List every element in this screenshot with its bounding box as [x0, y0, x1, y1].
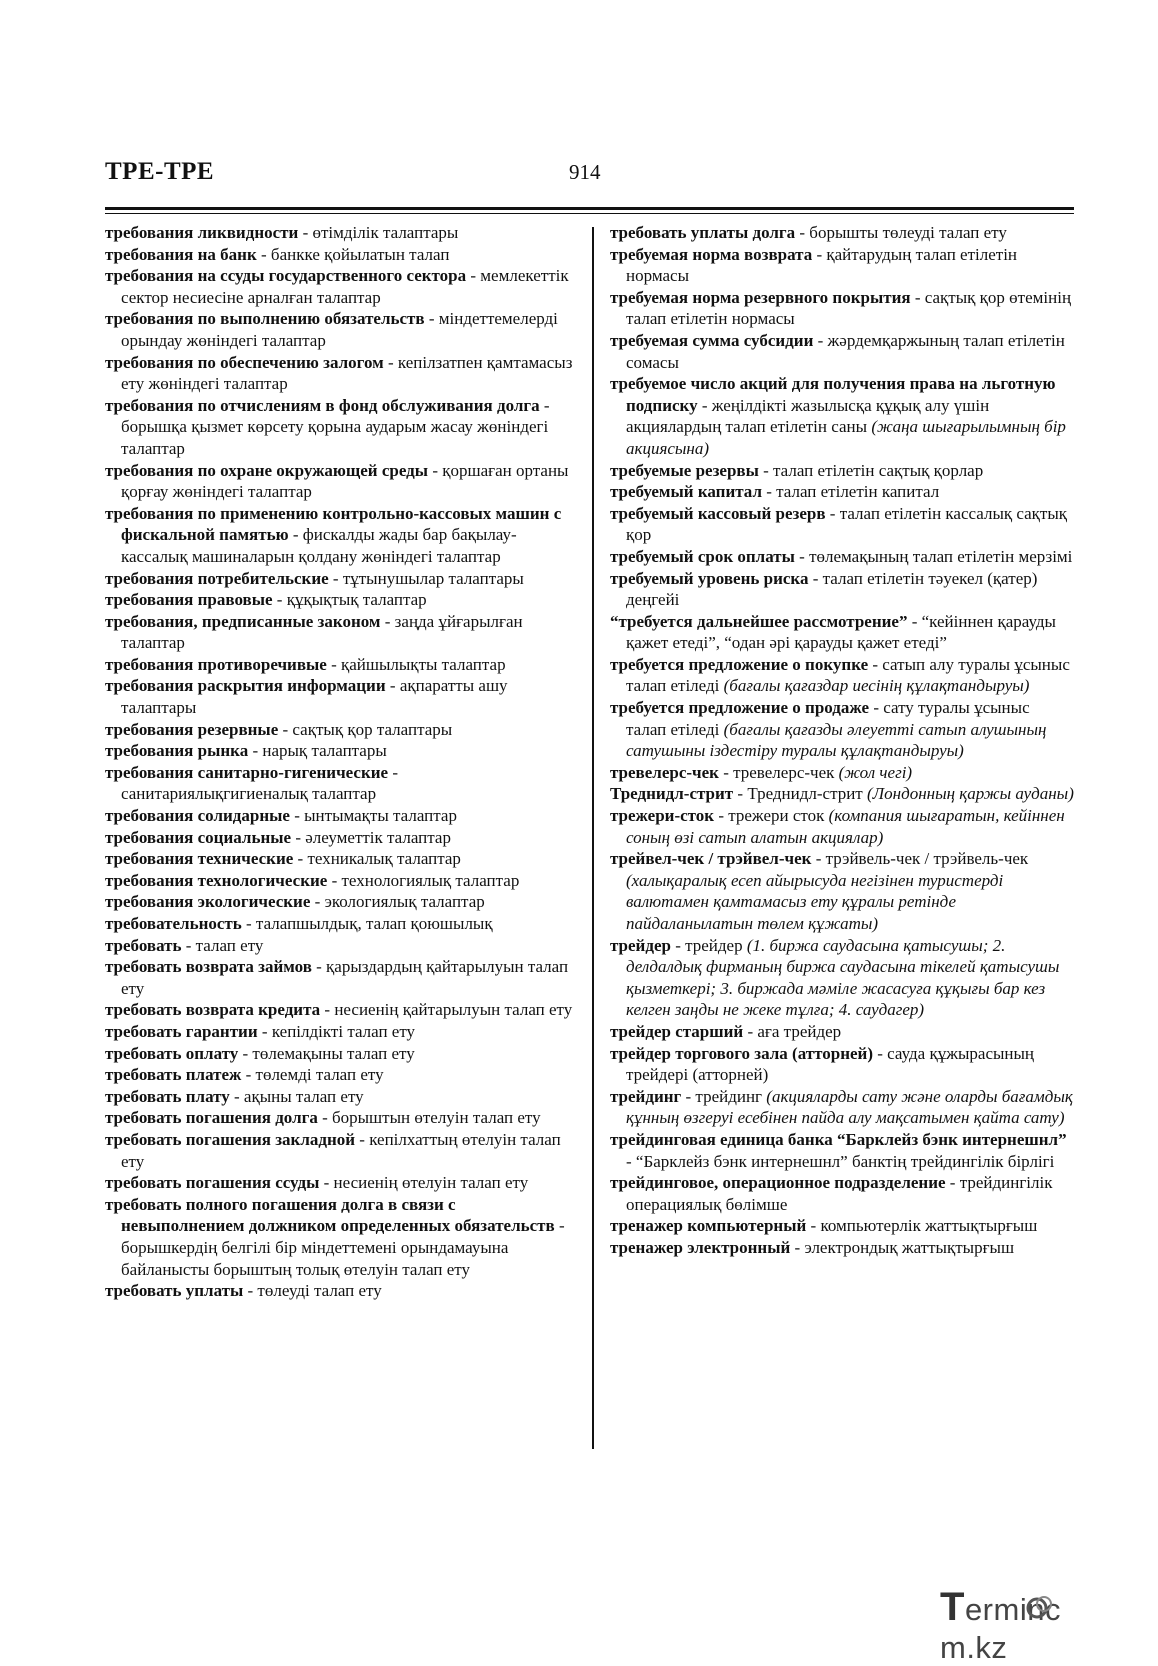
entry-term: трейвел-чек / трэйвел-чек — [610, 849, 812, 869]
dictionary-entry — [105, 654, 573, 676]
entry-note: (халықаралық есеп айырысуда негізінен туристерді валютамен қамтамасыз ету құралы ретінде пайдаланылатын төлем құжаты) — [626, 870, 1004, 933]
entry-term: требования солидарные — [105, 806, 290, 826]
dictionary-entry — [105, 503, 573, 568]
entry-term: требовать гарантии — [105, 1021, 258, 1041]
entry-definition: - ақпаратты ашу талаптары — [121, 676, 508, 718]
entry-definition: - талап ету — [181, 935, 264, 955]
dictionary-entry — [105, 1086, 573, 1108]
dictionary-entry — [610, 805, 1074, 848]
entry-term: трейдер старший — [610, 1021, 744, 1041]
entry-definition: - сату туралы ұсыныс талап етіледі — [626, 698, 1030, 739]
entry-term: требования технические — [105, 849, 294, 869]
entry-term: требуемая норма возврата — [610, 244, 813, 264]
entry-definition: - аға трейдер — [743, 1021, 842, 1041]
entry-term: требования противоречивые — [105, 654, 327, 674]
entry-note: (1. биржа саудасына қатысушы; 2. делдалдық фирманың биржа саудасына тікелей қатысушы қызметкері; 3. биржада мәміле жасасуға құқығы бар кез келген заңды не жеке тұлға; 4. саудагер) — [626, 935, 1060, 1020]
dictionary-entry — [105, 848, 573, 870]
entry-term: требовать возврата кредита — [105, 1000, 321, 1020]
dictionary-entry — [610, 1043, 1074, 1086]
dictionary-entry — [105, 460, 573, 503]
dictionary-entry — [105, 1064, 573, 1086]
entry-definition: - трежери сток — [714, 806, 829, 826]
entry-term: требуется предложение о продаже — [610, 698, 870, 718]
dictionary-entry — [610, 1237, 1074, 1259]
entry-definition: - сақтық қор өтемінің талап етілетін нормасы — [626, 287, 1072, 329]
entry-definition: - әлеуметтік талаптар — [291, 827, 451, 847]
entry-term: трежери-сток — [610, 806, 715, 826]
dictionary-entry — [105, 265, 573, 308]
entry-term: требуемая сумма субсидии — [610, 330, 814, 350]
logo-rings-icon — [1022, 1592, 1056, 1620]
entry-term: требовать оплату — [105, 1043, 239, 1063]
entry-definition: - төлемақының талап етілетін мерзімі — [794, 546, 1073, 566]
entry-term: требуемый уровень риска — [610, 568, 809, 588]
dictionary-entry — [610, 546, 1074, 568]
entry-definition: - талап етілетін тәуекел (қатер) деңгейі — [626, 568, 1038, 610]
entry-term: требовать полного погашения долга в связи с невыполнением должником определенных обязательств — [105, 1194, 555, 1236]
entry-definition: - талап етілетін капитал — [761, 482, 940, 502]
entry-definition: - экологиялық талаптар — [310, 892, 485, 912]
dictionary-entry — [610, 697, 1074, 762]
entry-term: требования раскрытия информации — [105, 676, 386, 696]
dictionary-entry — [105, 675, 573, 718]
dictionary-entry — [105, 1043, 573, 1065]
dictionary-entry — [610, 460, 1074, 482]
dictionary-entry — [105, 244, 573, 266]
dictionary-entry — [105, 956, 573, 999]
entry-definition: - ынтымақты талаптар — [289, 806, 457, 826]
entry-definition: - трейдинг — [681, 1086, 767, 1106]
entry-term: требования, предписанные законом — [105, 611, 381, 631]
dictionary-entry — [105, 935, 573, 957]
dictionary-entry — [610, 373, 1074, 459]
entry-definition: - трейдер — [670, 935, 747, 955]
entry-term: требовать погашения ссуды — [105, 1173, 320, 1193]
entry-definition: - төлеуді талап ету — [243, 1281, 382, 1301]
dictionary-entry — [610, 222, 1074, 244]
entry-definition: - Треднидл-стрит — [733, 784, 867, 804]
entry-definition: - қайшылықты талаптар — [326, 654, 506, 674]
dictionary-entry — [105, 611, 573, 654]
entry-definition: - трейдингілік операциялық бөлімше — [626, 1173, 1053, 1214]
entry-term: Треднидл-стрит — [610, 784, 734, 804]
logo-text-end: m.kz — [940, 1630, 1008, 1665]
entry-term: требуемый срок оплаты — [610, 546, 795, 566]
entry-definition: - ақыны талап ету — [229, 1086, 364, 1106]
entry-term: требуемый кассовый резерв — [610, 503, 826, 523]
entry-term: требовать плату — [105, 1086, 230, 1106]
dictionary-entry — [610, 848, 1074, 934]
entry-term: требования рынка — [105, 741, 249, 761]
entry-definition: - мемлекеттік сектор несиесіне арналған талаптар — [121, 266, 569, 307]
dictionary-entry — [105, 762, 573, 805]
entry-term: трейдинговая единица банка “Барклейз бэнк интернешнл” — [610, 1129, 1067, 1149]
entry-note: (жол чегі) — [838, 762, 913, 782]
header-rule-thick — [105, 207, 1074, 210]
entry-definition: - міндеттемелерді орындау жөніндегі талаптар — [121, 309, 558, 350]
entry-term: трейдинговое, операционное подразделение — [610, 1173, 946, 1193]
entry-term: “требуется дальнейшее рассмотрение” — [610, 611, 908, 631]
entry-term: требуемый капитал — [610, 482, 762, 502]
entry-term: трейдер торгового зала (атторней) — [610, 1043, 873, 1063]
entry-note: (Лондонның қаржы ауданы) — [867, 784, 1074, 804]
dictionary-entry — [610, 1021, 1074, 1043]
entry-definition: - несиенің өтелуін талап ету — [319, 1173, 529, 1193]
dictionary-entry — [610, 1129, 1074, 1172]
entry-term: требования по применению контрольно-кассовых машин с фискальной памятью — [105, 503, 562, 545]
dictionary-entry — [105, 870, 573, 892]
entry-definition: - тұтынушылар талаптары — [328, 568, 524, 588]
dictionary-entry — [105, 395, 573, 460]
entry-definition: - сақтық қор талаптары — [278, 719, 453, 739]
entry-definition: - технологиялық талаптар — [327, 870, 520, 890]
entry-definition: - қарыздардың қайтарылуын талап ету — [121, 957, 569, 998]
entry-definition: - трэйвель-чек / трэйвель-чек — [811, 849, 1029, 869]
dictionary-entry — [105, 1107, 573, 1129]
entry-definition: - талапшылдық, талап қоюшылық — [241, 914, 493, 933]
dictionary-entry — [610, 783, 1074, 805]
logo-text-start: erminc — [964, 1592, 1061, 1627]
entry-definition: - заңда ұйғарылған талаптар — [121, 611, 523, 653]
dictionary-entry — [105, 352, 573, 395]
entry-definition: - борыштын өтелуін талап ету — [317, 1108, 541, 1128]
entry-term: трейдинг — [610, 1086, 682, 1106]
entry-definition: - сатып алу туралы ұсыныс талап етіледі — [626, 654, 1070, 696]
dictionary-entry — [610, 481, 1074, 503]
right-column — [610, 222, 1074, 1259]
entry-definition: - талап етілетін сақтық қорлар — [758, 460, 984, 480]
entry-note: (бағалы қағазды әлеуетті сатып алушының сатушыны іздестіру туралы құлақтандыруы) — [626, 719, 1047, 761]
entry-term: требования правовые — [105, 590, 273, 610]
entry-definition: - борышты төлеуді талап ету — [795, 223, 1007, 242]
entry-term: требования потребительские — [105, 568, 329, 588]
entry-note: (компания шығаратын, кейіннен соның өзі сатып алатын акциялар) — [626, 806, 1065, 847]
entry-term: требуемая норма резервного покрытия — [610, 287, 911, 307]
entry-term: требовать возврата займов — [105, 957, 312, 977]
entry-term: требования на банк — [105, 244, 257, 264]
dictionary-entry — [105, 827, 573, 849]
entry-term: трейдер — [610, 935, 671, 955]
entry-term: требовать погашения закладной — [105, 1129, 356, 1149]
entry-definition: - жеңілдікті жазылысқа құқық алу үшін акциялардың талап етілетін саны — [626, 395, 990, 437]
entry-definition: - электрондық жаттықтырғыш — [790, 1237, 1015, 1257]
dictionary-entry — [610, 1215, 1074, 1237]
entry-definition: - төлемді талап ету — [241, 1065, 384, 1085]
entry-definition: - компьютерлік жаттықтырғыш — [806, 1216, 1038, 1236]
dictionary-entry — [105, 805, 573, 827]
column-divider — [592, 227, 594, 1449]
dictionary-entry — [610, 568, 1074, 611]
entry-definition: - өтімділік талаптары — [298, 223, 459, 242]
entry-term: требовать погашения долга — [105, 1108, 318, 1128]
entry-definition: - кепілзатпен қамтамасыз ету жөніндегі талаптар — [121, 352, 573, 394]
dictionary-entry — [105, 308, 573, 351]
entry-definition: - фискалды жады бар бақылау-кассалық машиналарын қолдану жөніндегі талаптар — [121, 525, 517, 566]
page-header-title: ТРЕ-ТРЕ — [105, 158, 215, 185]
dictionary-entry — [610, 654, 1074, 697]
dictionary-entry — [610, 503, 1074, 546]
dictionary-entry — [105, 589, 573, 611]
entry-note: (акцияларды сату және оларды бағамдық құнның өзгеруі есебінен пайда алу мақсатымен қайта сату) — [626, 1086, 1073, 1128]
entry-definition: - кепілдікті талап ету — [257, 1021, 416, 1041]
entry-term: требования по охране окружающей среды — [105, 460, 429, 480]
entry-term: требовать уплаты — [105, 1281, 244, 1301]
entry-term: тревелерс-чек — [610, 762, 719, 782]
dictionary-entry — [105, 1129, 573, 1172]
dictionary-entry — [105, 913, 573, 935]
dictionary-entry — [105, 1172, 573, 1194]
logo-big-letter: T — [940, 1585, 965, 1629]
entry-definition: - санитариялықгигиеналық талаптар — [121, 762, 399, 804]
dictionary-entry — [610, 287, 1074, 330]
entry-term: требовать платеж — [105, 1065, 242, 1085]
entry-term: требуемое число акций для получения права на льготную подписку — [610, 374, 1056, 415]
entry-term: требования санитарно-гигенические — [105, 762, 389, 782]
entry-definition: - қайтарудың талап етілетін нормасы — [626, 244, 1018, 286]
entry-term: тренажер компьютерный — [610, 1216, 807, 1236]
dictionary-entry — [105, 740, 573, 762]
entry-definition: - жәрдемқаржының талап етілетін сомасы — [626, 330, 1065, 372]
entry-term: требования экологические — [105, 892, 311, 912]
entry-term: требования социальные — [105, 827, 292, 847]
entry-term: требования по отчислениям в фонд обслуживания долга — [105, 395, 540, 415]
dictionary-entry — [610, 1172, 1074, 1215]
entry-term: требовать — [105, 935, 182, 955]
entry-term: требования технологические — [105, 870, 328, 890]
dictionary-entry — [105, 1280, 573, 1302]
entry-term: требовательность — [105, 914, 242, 933]
entry-term: требовать уплаты долга — [610, 223, 796, 242]
header-rule-thin — [105, 213, 1074, 214]
entry-definition: - борышкердің белгілі бір міндеттемені орындамауына байланысты борыштың толық өтелуін талап ету — [121, 1216, 565, 1279]
entry-definition: - техникалық талаптар — [293, 849, 461, 869]
entry-definition: - құқықтық талаптар — [272, 590, 427, 610]
dictionary-entry — [105, 568, 573, 590]
dictionary-entry — [105, 1194, 573, 1280]
entry-definition: - “Барклейз бэнк интернешнл” банктің трейдингілік бірлігі — [626, 1151, 1055, 1171]
entry-term: требования на ссуды государственного сектора — [105, 266, 467, 286]
dictionary-entry — [105, 891, 573, 913]
entry-definition: - несиенің қайтарылуын талап ету — [320, 1000, 573, 1020]
entry-definition: - талап етілетін кассалық сақтық қор — [626, 503, 1068, 545]
entry-term: требования резервные — [105, 719, 279, 739]
entry-definition: - нарық талаптары — [248, 741, 387, 761]
page-number: 914 — [569, 160, 601, 184]
dictionary-entry — [610, 244, 1074, 287]
entry-definition: - тревелерс-чек — [718, 762, 839, 782]
dictionary-entry — [610, 611, 1074, 654]
entry-term: тренажер электронный — [610, 1237, 791, 1257]
entry-definition: - кепілхаттың өтелуін талап ету — [121, 1129, 561, 1171]
entry-term: требования ликвидности — [105, 223, 299, 242]
dictionary-entry — [610, 935, 1074, 1021]
left-column — [105, 222, 573, 1302]
dictionary-entry — [105, 222, 573, 244]
entry-definition: - банкке қойылатын талап — [256, 244, 450, 264]
dictionary-entry — [610, 1086, 1074, 1129]
entry-term: требования по выполнению обязательств — [105, 309, 425, 329]
entry-definition: - борышқа қызмет көрсету қорына аударым жасау жөніндегі талаптар — [121, 395, 550, 458]
entry-note: (жаңа шығарылымның бір акциясына) — [626, 417, 1066, 458]
dictionary-entry — [610, 330, 1074, 373]
entry-term: требования по обеспечению залогом — [105, 352, 384, 372]
entry-definition: - төлемақыны талап ету — [238, 1043, 415, 1063]
entry-term: требуемые резервы — [610, 460, 759, 480]
entry-definition: - қоршаған ортаны қорғау жөніндегі талаптар — [121, 460, 569, 502]
dictionary-entry — [610, 762, 1074, 784]
entry-note: (бағалы қағаздар иесінің құлақтандыруы) — [723, 676, 1030, 696]
dictionary-entry — [105, 1021, 573, 1043]
dictionary-entry — [105, 999, 573, 1021]
entry-definition: - “кейіннен қарауды қажет етеді”, “одан әрі қарауды қажет етеді” — [626, 611, 1056, 653]
entry-definition: - сауда құжырасының трейдері (атторней) — [626, 1043, 1035, 1085]
dictionary-entry — [105, 719, 573, 741]
entry-term: требуется предложение о покупке — [610, 654, 869, 674]
